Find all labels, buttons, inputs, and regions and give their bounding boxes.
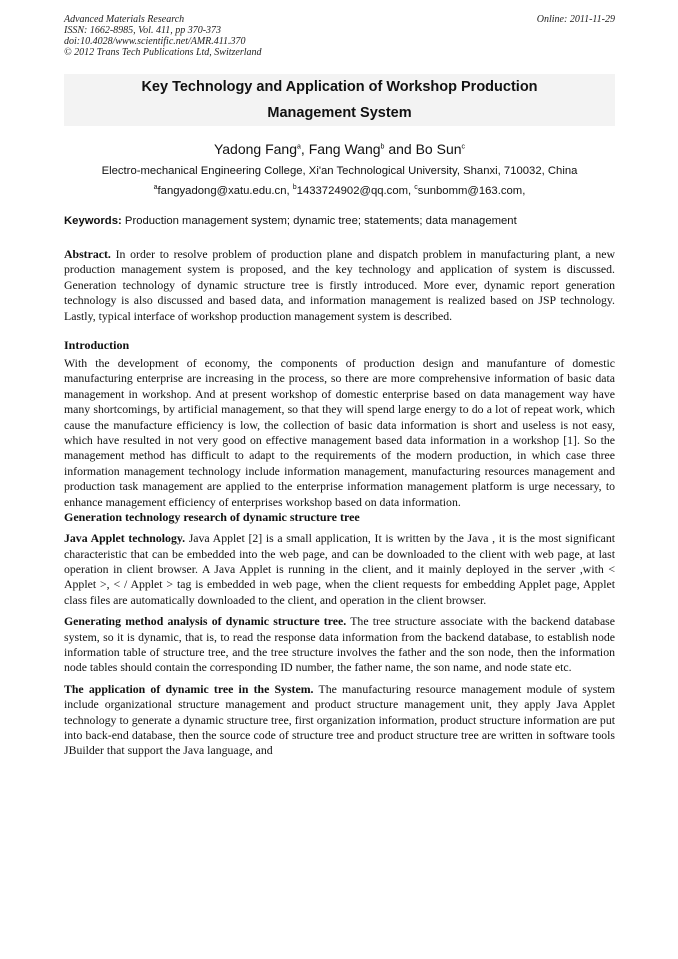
- paragraph-lead: Generating method analysis of dynamic structure tree.: [64, 614, 347, 629]
- author-name: Bo Sun: [415, 141, 462, 157]
- affiliation: Electro-mechanical Engineering College, Xi'an Technological University, Shanxi, 710032, China: [101, 165, 578, 177]
- author-sup: c: [461, 143, 466, 151]
- email-sup: c: [414, 184, 418, 192]
- email-separator: ,: [522, 185, 526, 197]
- journal-name: Advanced Materials Research: [64, 14, 185, 25]
- email-address: 1433724902@qq.com: [296, 185, 409, 197]
- email-separator: ,: [286, 185, 293, 197]
- author-separator: and: [384, 141, 416, 157]
- paragraph-text: Java Applet [2] is a small application, It is written by the Java , it is the most significant characteristic that can be embedded into the web page, and can be downloaded to the client with web page, at last operation in client browser. A Java Applet is running in the client, and it mainly deployed in the server ,with < Applet >, < / Applet > tag is embedded in web page, when the client requests for embedding Applet page, Applet class files are automatically downloaded to the client, and operation in the client browser.: [64, 531, 615, 607]
- author-list: [64, 140, 615, 158]
- title-line-1: Key Technology and Application of Workshop Production: [141, 79, 538, 95]
- abstract-text: In order to resolve problem of production plane and dispatch problem in manufacturing plant, a new production management system is proposed, and the key technology and application of system is discussed. Generation technology of dynamic structure tree is firstly introduced. More ever, dynamic report generation technology is also discussed and based data, and information management is realized based on JSP technology. Lastly, typical interface of workshop production management system is described.: [64, 247, 616, 323]
- email-list: [64, 184, 615, 198]
- paper-page: [64, 14, 615, 759]
- abstract-label: Abstract.: [64, 247, 111, 261]
- paragraph-application: [64, 682, 615, 759]
- keywords: [64, 214, 615, 228]
- journal-doi: doi:10.4028/www.scientific.net/AMR.411.370: [64, 36, 246, 47]
- email-sup: b: [292, 184, 297, 192]
- section-heading-generation: Generation technology research of dynamic structure tree: [64, 510, 360, 525]
- author-sup: a: [297, 143, 301, 151]
- introduction-paragraph: With the development of economy, the components of production design and manufanture of domestic manufacturing enterprise are increasing in the process, so there are more comprehensive information of basic data management in workshop. And at present workshop of domestic enterprise based on data management way have many shortcomings, by artificial management, so that they will spend large energy to do a lot of repeat work, which cause the manufacture efficiency is low, the collection of basic data information is short and useless is not easy, which have resulted in not very good on effective management based data information in a workshop [1]. So the management method has difficult to adapt to the requirements of the modern production, in which case three information management technology include information management, manufacturing resources management and production task management are applied to the enterprise information management platform is urge necessary, to enhance management efficiency of enterprises workshop based on data information.: [64, 356, 615, 509]
- paragraph-lead: The application of dynamic tree in the System.: [64, 681, 314, 696]
- author-separator: ,: [300, 141, 309, 157]
- journal-header: [64, 14, 615, 58]
- author-name: Fang Wang: [308, 141, 381, 157]
- abstract: [64, 247, 615, 324]
- keywords-label: Keywords:: [64, 215, 122, 227]
- paragraph-text: The tree structure associate with the backend database system, so it is dynamic, that is, to read the response data information from the backend database, to establish node information table of structure tree, and the tree structure involves the father and the son node, then the information node tables should contain the corresponding ID number, the father name, the son name, and node state etc.: [64, 614, 616, 675]
- email-address: fangyadong@xatu.edu.cn: [157, 185, 287, 197]
- title-line-2: Management System: [267, 105, 412, 121]
- online-date: Online: 2011-11-29: [536, 14, 615, 25]
- paragraph-generating-method: [64, 614, 615, 676]
- email-separator: ,: [408, 185, 415, 197]
- email-sup: a: [153, 184, 158, 192]
- journal-issn: ISSN: 1662-8985, Vol. 411, pp 370-373: [64, 25, 222, 36]
- email-address: sunbomm@163.com: [417, 185, 523, 197]
- paragraph-lead: Java Applet technology.: [64, 531, 186, 546]
- paragraph-java-applet: [64, 531, 615, 608]
- author-sup: b: [380, 143, 385, 151]
- journal-copyright: © 2012 Trans Tech Publications Ltd, Switzerland: [64, 47, 262, 58]
- paper-title: [64, 74, 615, 126]
- keywords-text: Production management system; dynamic tree; statements; data management: [124, 215, 517, 227]
- paragraph-text: The manufacturing resource management module of system include organizational structure management and product structure management unit, they apply Java Applet technology to generate a dynamic structure tree, first organization information, product structure information are put into back-end database, then the source code of structure tree and product structure tree are written in software tools JBuilder that support the Java language, and: [64, 681, 616, 758]
- author-name: Yadong Fang: [213, 141, 297, 157]
- section-heading-introduction: Introduction: [64, 338, 130, 353]
